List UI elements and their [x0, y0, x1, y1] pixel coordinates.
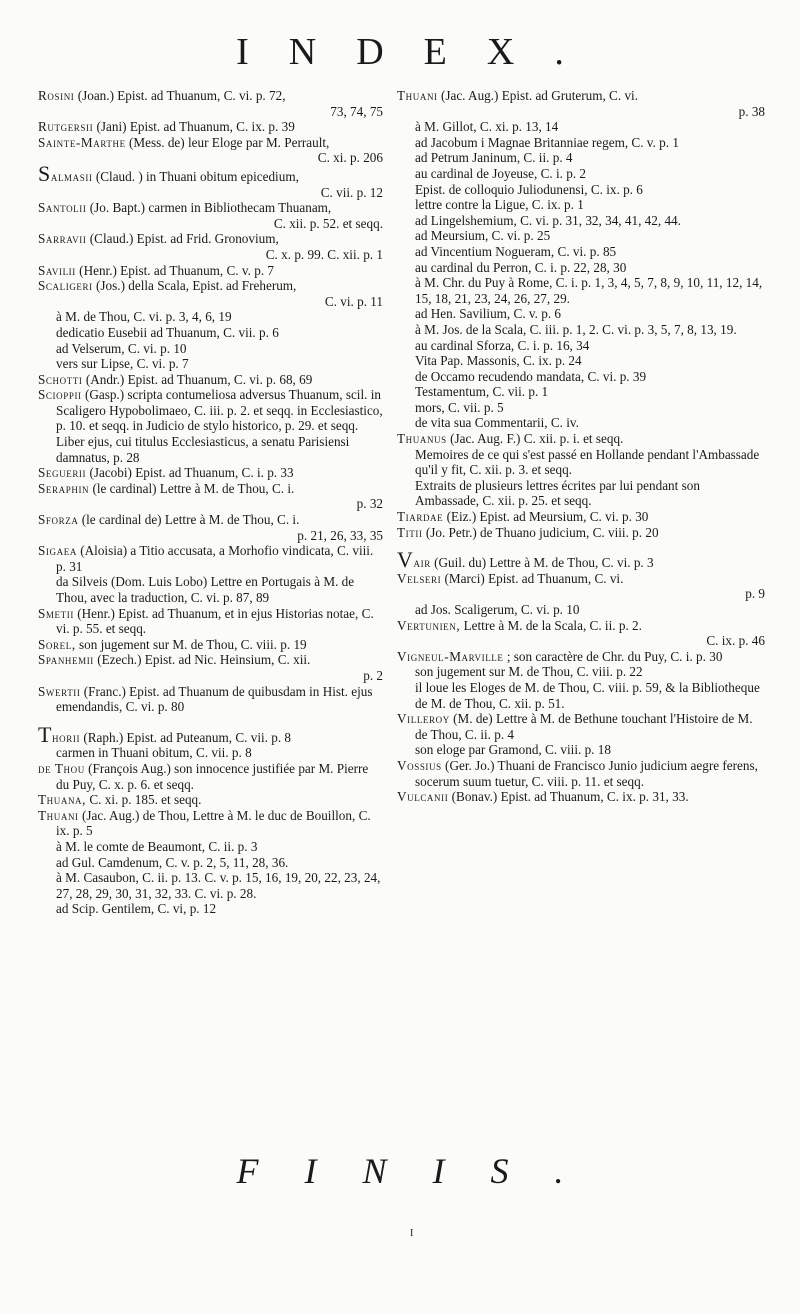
- entry-continuation: il loue les Eloges de M. de Thou, C. viii. p. 59, & la Bibliotheque de M. de Thou, C. xii. p. 51.: [415, 679, 760, 711]
- index-entry: [38, 88, 383, 104]
- index-entry: [397, 571, 765, 587]
- entry-name: Santolii: [38, 200, 87, 216]
- index-entry: [397, 525, 765, 541]
- entry-continuation: ad Hen. Savilium, C. v. p. 6: [415, 306, 562, 322]
- entry-name: Sainte-Marthe: [38, 134, 126, 150]
- index-entry: [397, 88, 765, 104]
- entry-continuation: à M. Jos. de la Scala, C. iii. p. 1, 2. C. vi. p. 3, 5, 7, 8, 13, 19.: [415, 321, 737, 337]
- index-entry: [38, 200, 383, 216]
- entry-name: Velseri: [397, 570, 442, 586]
- entry-name: Salmasii: [38, 160, 93, 186]
- entry-name: Thuani: [38, 807, 79, 823]
- index-column-left: [38, 88, 383, 917]
- entry-continuation: p. 2: [363, 667, 383, 683]
- index-entry: [38, 465, 383, 481]
- entry-name: Sforza: [38, 512, 79, 528]
- entry-continuation: à M. Gillot, C. xi. p. 13, 14: [415, 119, 559, 135]
- entry-text: (Jac. Aug.) de Thou, Lettre à M. le duc de Bouillon, C. ix. p. 5: [56, 807, 371, 839]
- entry-continuation: C. ix. p. 46: [706, 633, 765, 649]
- page-title: INDEX.: [236, 31, 604, 73]
- index-entry: [397, 509, 765, 525]
- entry-name: Sigaea: [38, 543, 77, 559]
- entry-text: (Ger. Jo.) Thuani de Francisco Junio judicium aegre ferens, socerum suum tuetur, C. viii. p. 11. et seqq.: [415, 757, 758, 789]
- entry-continuation: à M. Chr. du Puy à Rome, C. i. p. 1, 3, 4, 5, 7, 8, 9, 10, 11, 12, 14, 15, 18, 21, 23, 24, 26, 27, 29.: [415, 275, 763, 306]
- entry-name: de Thou: [38, 760, 85, 776]
- entry-text: (Marci) Epist. ad Thuanum, C. vi.: [441, 570, 624, 586]
- entry-name: Savilii: [38, 262, 76, 278]
- entry-continuation: à M. le comte de Beaumont, C. ii. p. 3: [56, 838, 258, 854]
- entry-name: Thuani: [397, 88, 438, 103]
- entry-text: C. xi. p. 185. et seqq.: [86, 792, 202, 808]
- entry-continuation: mors, C. vii. p. 5: [415, 399, 504, 415]
- index-entry: [38, 263, 383, 279]
- index-entry: [38, 761, 383, 792]
- index-entry: [38, 637, 383, 653]
- entry-continuation: p. 38: [738, 103, 765, 119]
- entry-name: Titii: [397, 524, 423, 540]
- entry-text: son jugement sur M. de Thou, C. viii. p. 19: [75, 636, 307, 652]
- entry-continuation: C. vi. p. 11: [324, 293, 383, 309]
- entry-text: (Jos.) della Scala, Epist. ad Freherum,: [92, 278, 297, 294]
- entry-continuation: son eloge par Gramond, C. viii. p. 18: [415, 742, 611, 758]
- entry-name: Sorel,: [38, 636, 76, 652]
- entry-continuation: da Silveis (Dom. Luis Lobo) Lettre en Portugais à M. de Thou, avec la traduction, C. vi. p. 87, 89: [56, 574, 355, 605]
- entry-name: Vossius: [397, 757, 442, 773]
- entry-text: (François Aug.) son innocence justifiée par M. Pierre du Puy, C. x. p. 6. et seqq.: [56, 760, 369, 792]
- entry-continuation: p. 9: [745, 586, 765, 602]
- entry-text: (le cardinal) Lettre à M. de Thou, C. i.: [89, 480, 295, 496]
- entry-name: Scioppii: [38, 387, 82, 403]
- entry-name: Vair: [397, 547, 431, 573]
- entry-text: (Henr.) Epist. ad Thuanum, C. v. p. 7: [75, 262, 275, 278]
- index-entry: [38, 543, 383, 574]
- entry-continuation: ad Gul. Camdenum, C. v. p. 2, 5, 11, 28, 36.: [56, 854, 289, 870]
- entry-continuation: au cardinal du Perron, C. i. p. 22, 28, 30: [415, 259, 627, 275]
- index-column-right: [397, 88, 765, 805]
- entry-name: Seraphin: [38, 480, 90, 496]
- index-entry: [38, 721, 383, 747]
- entry-name: Schotti: [38, 371, 83, 387]
- entry-continuation: vers sur Lipse, C. vi. p. 7: [56, 356, 189, 372]
- index-entry: [38, 808, 383, 839]
- entry-name: Vertunien,: [397, 617, 461, 633]
- entry-text: (Joan.) Epist. ad Thuanum, C. vi. p. 72,: [74, 88, 286, 103]
- entry-text: (Henr.) Epist. ad Thuanum, et in ejus Historias notae, C. vi. p. 55. et seqq.: [56, 605, 374, 637]
- index-entry: [38, 606, 383, 637]
- entry-text: (Claud. ) in Thuani obitum epicedium,: [92, 168, 299, 184]
- index-entry: [38, 231, 383, 247]
- index-entry: [38, 278, 383, 294]
- index-entry: [38, 652, 383, 668]
- entry-continuation: C. x. p. 99. C. xii. p. 1: [265, 246, 383, 262]
- entry-text: (Ezech.) Epist. ad Nic. Heinsium, C. xii.: [93, 652, 311, 668]
- index-entry: [38, 684, 383, 715]
- index-entry: [397, 547, 765, 573]
- entry-name: Rosini: [38, 88, 75, 103]
- entry-name: Villeroy: [397, 711, 450, 727]
- entry-name: Spanhemii: [38, 652, 94, 668]
- entry-continuation: au cardinal Sforza, C. i. p. 16, 34: [415, 337, 590, 353]
- index-entry: [397, 618, 765, 634]
- entry-text: (Jani) Epist. ad Thuanum, C. ix. p. 39: [93, 119, 295, 135]
- entry-continuation: ad Petrum Janinum, C. ii. p. 4: [415, 150, 573, 166]
- index-entry: [397, 649, 765, 665]
- entry-text: (Jacobi) Epist. ad Thuanum, C. i. p. 33: [86, 465, 294, 481]
- entry-name: Thuanus: [397, 431, 447, 447]
- index-entry: [38, 119, 383, 135]
- entry-continuation: lettre contre la Ligue, C. ix. p. 1: [415, 197, 584, 213]
- entry-name: Thuana,: [38, 792, 87, 808]
- entry-text: (Bonav.) Epist. ad Thuanum, C. ix. p. 31, 33.: [448, 789, 689, 805]
- entry-text: (le cardinal de) Lettre à M. de Thou, C. i.: [78, 512, 300, 528]
- entry-text: (Eiz.) Epist. ad Meursium, C. vi. p. 30: [443, 509, 649, 525]
- entry-continuation: de Occamo recudendo mandata, C. vi. p. 39: [415, 368, 647, 384]
- entry-continuation: ad Meursium, C. vi. p. 25: [415, 228, 551, 244]
- entry-continuation: ad Velserum, C. vi. p. 10: [56, 340, 187, 356]
- entry-continuation: p. 21, 26, 33, 35: [297, 527, 383, 543]
- index-entry: [397, 711, 765, 742]
- entry-name: Thorii: [38, 721, 81, 747]
- entry-text: (Andr.) Epist. ad Thuanum, C. vi. p. 68, 69: [82, 371, 313, 387]
- entry-text: (Jo. Petr.) de Thuano judicium, C. viii. p. 20: [422, 524, 659, 540]
- entry-continuation: ad Jos. Scaligerum, C. vi. p. 10: [415, 602, 580, 617]
- entry-continuation: C. vii. p. 12: [320, 184, 383, 200]
- index-entry: [38, 160, 383, 186]
- entry-name: Swertii: [38, 683, 81, 699]
- entry-continuation: p. 32: [356, 496, 383, 512]
- entry-text: (Raph.) Epist. ad Puteanum, C. vii. p. 8: [80, 729, 292, 745]
- entry-continuation: 73, 74, 75: [330, 103, 383, 119]
- index-entry: [38, 387, 383, 465]
- index-entry: [38, 792, 383, 808]
- entry-continuation: ad Jacobum i Magnae Britanniae regem, C. v. p. 1: [415, 134, 679, 150]
- entry-continuation: carmen in Thuani obitum, C. vii. p. 8: [56, 745, 252, 761]
- entry-continuation: Extraits de plusieurs lettres écrites par lui pendant son Ambassade, C. xii. p. 25. et seqq.: [415, 477, 700, 509]
- entry-text: Lettre à M. de la Scala, C. ii. p. 2.: [460, 617, 642, 633]
- entry-continuation: à M. de Thou, C. vi. p. 3, 4, 6, 19: [56, 309, 232, 325]
- index-entry: [38, 481, 383, 497]
- index-entry: [38, 372, 383, 388]
- entry-continuation: son jugement sur M. de Thou, C. viii. p. 22: [415, 664, 643, 680]
- entry-name: Seguerii: [38, 465, 87, 481]
- entry-text: (Jac. Aug. F.) C. xii. p. i. et seqq.: [446, 431, 624, 447]
- finis-text: FINIS.: [236, 1151, 610, 1191]
- entry-text: (Aloisia) a Titio accusata, a Morhofio vindicata, C. viii. p. 31: [56, 543, 374, 574]
- entry-name: Vigneul-Marville: [397, 648, 504, 664]
- index-entry: [397, 789, 765, 805]
- entry-name: Sarravii: [38, 231, 87, 247]
- catchword: I: [410, 1228, 414, 1239]
- entry-continuation: ad Scip. Gentilem, C. vi, p. 12: [56, 901, 217, 917]
- entry-name: Smetii: [38, 605, 74, 621]
- entry-continuation: Testamentum, C. vii. p. 1: [415, 384, 549, 400]
- entry-text: ; son caractère de Chr. du Puy, C. i. p. 30: [503, 648, 723, 664]
- entry-continuation: Epist. de colloquio Juliodunensi, C. ix. p. 6: [415, 181, 643, 197]
- entry-continuation: au cardinal de Joyeuse, C. i. p. 2: [415, 165, 587, 181]
- entry-text: (Franc.) Epist. ad Thuanum de quibusdam in Hist. ejus emendandis, C. vi. p. 80: [56, 683, 373, 715]
- entry-continuation: C. xi. p. 206: [317, 150, 383, 166]
- entry-continuation: C. xii. p. 52. et seqq.: [273, 215, 383, 231]
- entry-name: Vulcanii: [397, 789, 449, 805]
- entry-continuation: dedicatio Eusebii ad Thuanum, C. vii. p. 6: [56, 324, 279, 340]
- entry-continuation: Memoires de ce qui s'est passé en Hollande pendant l'Ambassade qu'il y fit, C. xii. p. 3. et seqq.: [415, 446, 760, 478]
- index-entry: [38, 135, 383, 151]
- entry-name: Tiardae: [397, 509, 444, 525]
- entry-name: Rutgersii: [38, 119, 94, 135]
- entry-continuation: ad Vincentium Nogueram, C. vi. p. 85: [415, 243, 617, 259]
- index-entry: [397, 758, 765, 789]
- entry-text: (Jo. Bapt.) carmen in Bibliothecam Thuanam,: [86, 200, 332, 216]
- index-entry: [38, 512, 383, 528]
- entry-text: (Guil. du) Lettre à M. de Thou, C. vi. p. 3: [430, 555, 654, 571]
- index-entry: [397, 431, 765, 447]
- entry-continuation: ad Lingelshemium, C. vi. p. 31, 32, 34, 41, 42, 44.: [415, 212, 681, 228]
- entry-text: (Gasp.) scripta contumeliosa adversus Thuanum, scil. in Scaligero Hypobolimaeo, C. iii. p. 2. et seqq. in Ecclesiastico, p. 10. et seqq. in Judicio de stylo historico, p. 29. et seqq. Liber ejus, cui titulus Ecclesiasticus, a senatu Parisiensi damnatus, p. 28: [56, 387, 383, 465]
- entry-continuation: de vita sua Commentarii, C. iv.: [415, 415, 579, 431]
- entry-continuation: à M. Casaubon, C. ii. p. 13. C. v. p. 15, 16, 19, 20, 22, 23, 24, 27, 28, 29, 30, 31, 32, 33. C. vi. p. 28.: [56, 870, 381, 901]
- entry-name: Scaligeri: [38, 278, 93, 294]
- entry-text: (Mess. de) leur Eloge par M. Perrault,: [125, 134, 330, 150]
- entry-continuation: Vita Pap. Massonis, C. ix. p. 24: [415, 353, 582, 369]
- entry-text: (Jac. Aug.) Epist. ad Gruterum, C. vi.: [437, 88, 638, 103]
- entry-text: (Claud.) Epist. ad Frid. Gronovium,: [86, 231, 279, 247]
- entry-text: (M. de) Lettre à M. de Bethune touchant l'Histoire de M. de Thou, C. ii. p. 4: [415, 711, 753, 742]
